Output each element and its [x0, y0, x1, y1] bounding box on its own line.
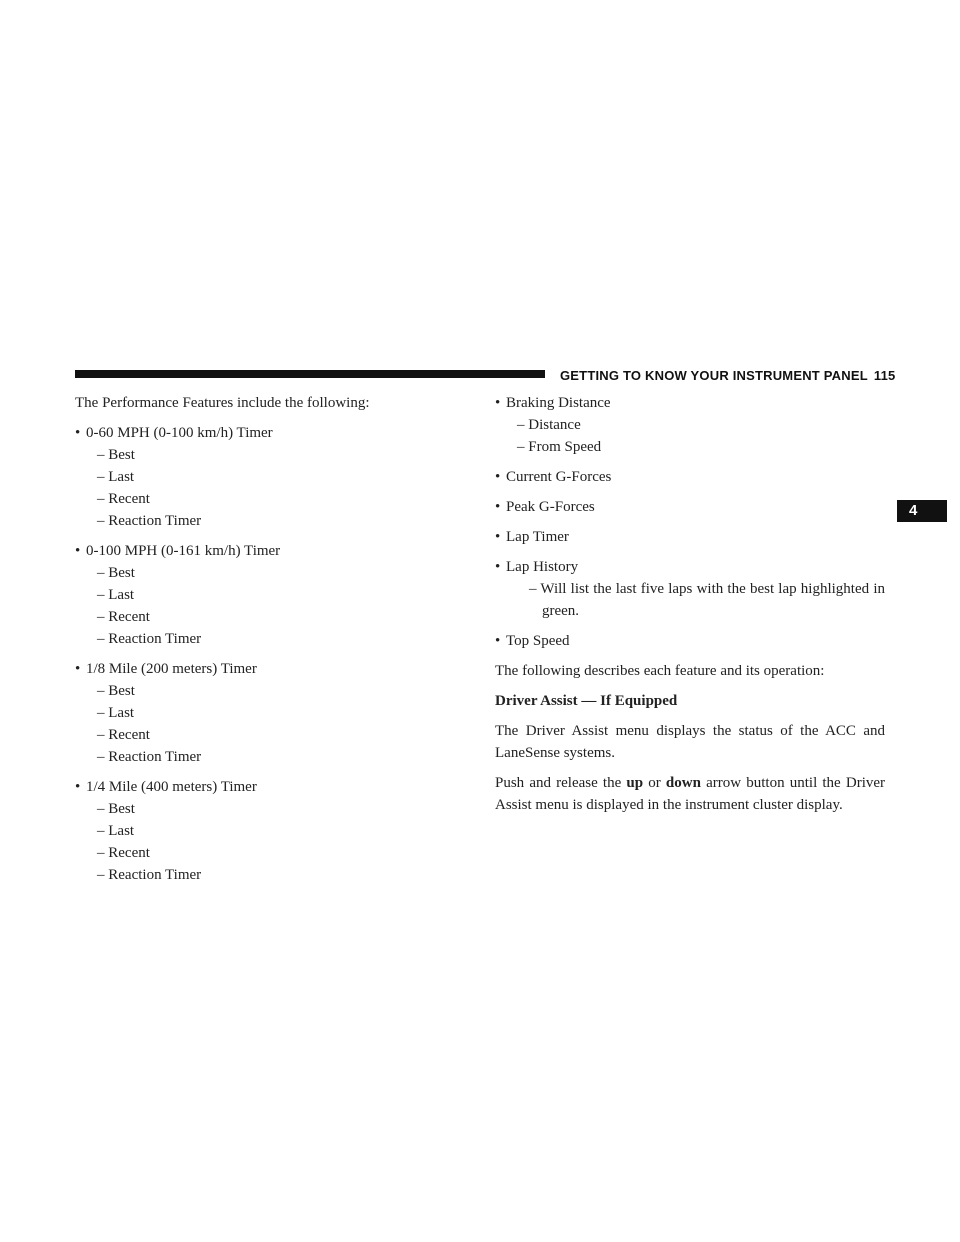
- header-rule: [75, 370, 545, 378]
- sub-item: – Reaction Timer: [97, 867, 202, 883]
- list-item: [495, 466, 885, 488]
- describes-text: The following describes each feature and its operation:: [495, 663, 825, 679]
- down-keyword: down: [665, 775, 701, 791]
- body-paragraph: The Driver Assist menu displays the status of the ACC and LaneSense systems.: [495, 723, 885, 761]
- up-keyword: up: [626, 775, 644, 791]
- chapter-tab: 4: [897, 500, 947, 522]
- running-header: [560, 368, 896, 383]
- sub-item: – Reaction Timer: [97, 513, 202, 529]
- sub-item: – Recent: [97, 845, 150, 861]
- list-item: [495, 556, 885, 622]
- list-item: [495, 630, 885, 652]
- bullet-label: • Peak G-Forces: [495, 496, 885, 518]
- sub-item: – Recent: [97, 491, 150, 507]
- right-column: [495, 392, 885, 824]
- sub-item: – From Speed: [517, 439, 602, 455]
- sub-item: – Last: [97, 587, 135, 603]
- bullet-label: • Lap Timer: [495, 526, 885, 548]
- left-column: [75, 392, 415, 894]
- sub-item: – Best: [97, 447, 135, 463]
- sub-item: – Last: [97, 823, 135, 839]
- sub-item: – Last: [97, 469, 135, 485]
- section-heading: Driver Assist — If Equipped: [495, 693, 678, 709]
- list-item: [495, 496, 885, 518]
- list-item: [495, 526, 885, 548]
- sub-item: – Recent: [97, 609, 150, 625]
- bullet-label: • 1/4 Mile (400 meters) Timer: [75, 776, 415, 798]
- sub-item: – Best: [97, 565, 135, 581]
- list-item: [75, 776, 415, 886]
- sub-item: – Will list the last five laps with the best lap highlighted in green.: [529, 581, 885, 619]
- para-text: arrow button until the Driver Assist menu is displayed in the instrument cluster display.: [495, 775, 886, 813]
- sub-item: – Recent: [97, 727, 150, 743]
- sub-item: – Best: [97, 801, 135, 817]
- sub-item: – Best: [97, 683, 135, 699]
- para-text: or: [643, 775, 666, 791]
- bullet-label: • Lap History: [495, 556, 885, 578]
- intro-text: The Performance Features include the following:: [75, 395, 370, 411]
- bullet-label: • 0-100 MPH (0-161 km/h) Timer: [75, 540, 415, 562]
- sub-item: – Last: [97, 705, 135, 721]
- sub-item: – Reaction Timer: [97, 631, 202, 647]
- para-text: Push and release the: [495, 775, 627, 791]
- list-item: [75, 540, 415, 650]
- bullet-label: • 1/8 Mile (200 meters) Timer: [75, 658, 415, 680]
- list-item: [75, 658, 415, 768]
- bullet-label: • Braking Distance: [495, 392, 885, 414]
- page-number: 115: [873, 368, 896, 383]
- list-item: [495, 392, 885, 458]
- bullet-label: • Current G-Forces: [495, 466, 885, 488]
- header-title: GETTING TO KNOW YOUR INSTRUMENT PANEL: [560, 368, 868, 383]
- sub-item: – Reaction Timer: [97, 749, 202, 765]
- bullet-label: • 0-60 MPH (0-100 km/h) Timer: [75, 422, 415, 444]
- bullet-label: • Top Speed: [495, 630, 885, 652]
- body-paragraph: [495, 772, 885, 816]
- list-item: [75, 422, 415, 532]
- sub-item: – Distance: [517, 417, 581, 433]
